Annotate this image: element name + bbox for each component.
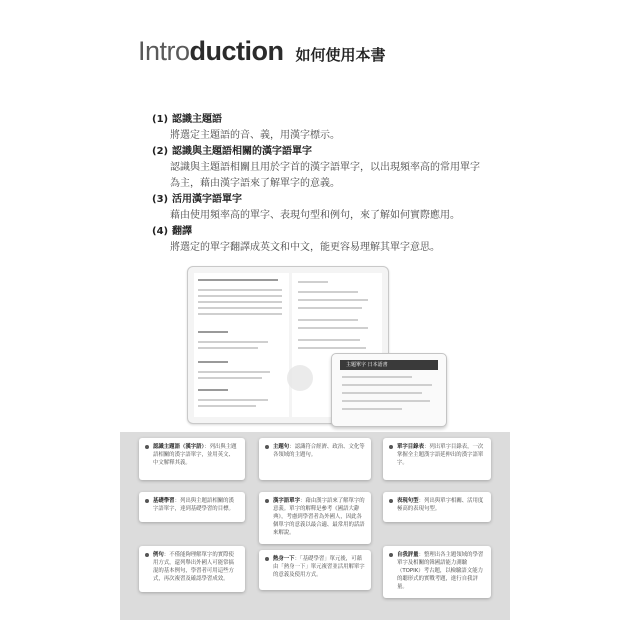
- title-chinese: 如何使用本書: [295, 46, 386, 64]
- card-title: 主題句: [273, 444, 290, 450]
- card-text: ：不僅能夠理解單字的實際使用方式，還列舉出外國人可能常搞混的基本例句，學習者可用這些方式，再次複習及確認學習成效。: [153, 552, 234, 582]
- bullet-icon: [145, 553, 149, 557]
- feature-card: [259, 550, 371, 590]
- card-title: 表現句型: [397, 498, 419, 504]
- section-title: 認識主題語: [172, 114, 222, 125]
- card-title: 漢字語單字: [273, 498, 300, 504]
- card-text: ：列出與主題語相關的漢字語單字，達到基礎學習的目標。: [153, 498, 234, 512]
- feature-card: [139, 438, 245, 480]
- card-title: 單字目錄表: [397, 444, 424, 450]
- title-duction: duction: [189, 36, 284, 66]
- section-number: (2): [152, 146, 169, 157]
- bullet-icon: [389, 553, 393, 557]
- bullet-icon: [389, 499, 393, 503]
- section-number: (4): [152, 226, 169, 237]
- bullet-icon: [389, 445, 393, 449]
- section-body: 將選定主題語的音、義，用漢字標示。: [170, 130, 340, 141]
- section-number: (1): [152, 114, 169, 125]
- section-body: 藉由使用頻率高的單字、表現句型和例句，來了解如何實際應用。: [170, 210, 460, 221]
- bullet-icon: [265, 557, 269, 561]
- small-tablet-title: 主題單字 日本語書: [346, 362, 388, 368]
- bullet-icon: [265, 499, 269, 503]
- section-list: [152, 112, 482, 256]
- card-title: 例句: [153, 552, 164, 558]
- section-title: 認識與主題語相關的漢字語單字: [172, 146, 312, 157]
- card-text: ：列出與主題語相關的漢字語單字，並用英文、中文解釋其義。: [153, 444, 237, 466]
- feature-card: [383, 546, 491, 598]
- section-item: [152, 144, 482, 192]
- section-item: [152, 192, 482, 224]
- feature-card: [139, 546, 245, 592]
- section-body: 將選定的單字翻譯成英文和中文，能更容易理解其單字意思。: [170, 242, 440, 253]
- card-title: 自我評量: [397, 552, 419, 558]
- section-body: 認識與主題語相關且用於字首的漢字語單字，以出現頻率高的常用單字為主，藉由漢字語來了解單字的意義。: [170, 162, 480, 189]
- section-item: [152, 224, 482, 256]
- card-text: ：列出與單字相關、活用度極高的表現句型。: [397, 498, 484, 512]
- card-text: ：藉由漢字語來了解單字的意義。單字的解釋是參考《國語大辭典》，考慮到學習者為外國人，因此各個單字的意義以最合適、最常用的話語來解說。: [273, 498, 365, 536]
- feature-card: [259, 438, 371, 480]
- feature-card: [383, 492, 491, 522]
- page-header: [138, 36, 386, 67]
- section-number: (3): [152, 194, 169, 205]
- card-title: 基礎學習: [153, 498, 175, 504]
- feature-card: [139, 492, 245, 522]
- bullet-icon: [265, 445, 269, 449]
- card-title: 認識主題語（漢字語）: [153, 444, 205, 450]
- card-title: 熱身一下: [273, 556, 295, 562]
- section-title: 翻譯: [172, 226, 192, 237]
- bullet-icon: [145, 499, 149, 503]
- bullet-icon: [145, 445, 149, 449]
- zoom-circle: [287, 365, 313, 391]
- section-item: [152, 112, 482, 144]
- feature-card: [383, 438, 491, 480]
- title-intro: Intro: [138, 36, 190, 66]
- section-title: 活用漢字語單字: [172, 194, 242, 205]
- tablet-preview-small: [331, 353, 447, 427]
- card-text: ：「基礎學習」單元後，可藉由「熱身一下」單元複習並活用解單字的意義及使用方式。: [273, 556, 365, 578]
- preview-page-left: [194, 273, 289, 417]
- feature-card: [259, 492, 371, 544]
- card-text: ：列出單字目錄表，一次掌握全主題漢字語延伸出的漢字語單字。: [397, 444, 484, 466]
- card-text: ：認識符合經濟、政治、文化等各領域的主題句。: [273, 444, 365, 458]
- card-text: ：整理出各主題領域的學習單字及相關的韓國語能力測驗（TOPIK）考古題，以檢驗語文能力的聽形式的實戰考題，進行自我評量。: [397, 552, 484, 590]
